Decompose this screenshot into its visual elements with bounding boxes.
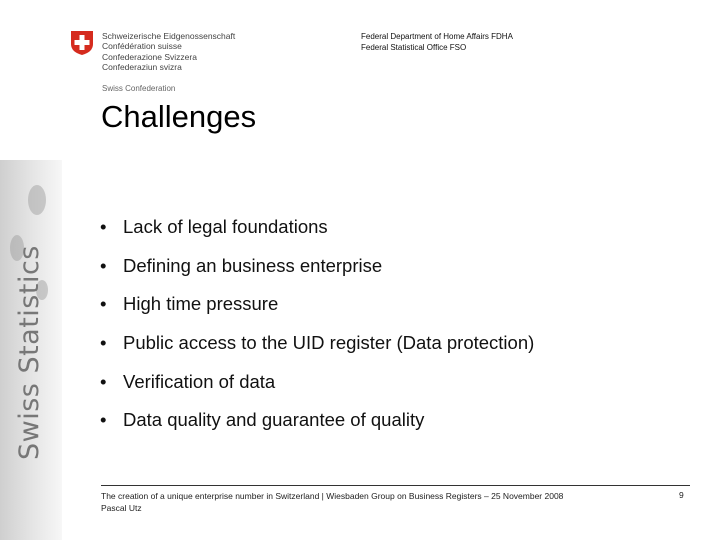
confederation-names [102, 31, 235, 72]
bullet-item [100, 215, 534, 254]
confederation-short: Swiss Confederation [102, 84, 176, 93]
confederation-name-fr: Confédération suisse [102, 41, 182, 52]
bullet-text: High time pressure [123, 293, 279, 315]
bullet-marker: • [100, 370, 107, 392]
bullet-item [100, 331, 534, 370]
bullet-marker: • [100, 332, 107, 354]
swiss-statistics-brand: Swiss Statistics [14, 245, 45, 460]
bullet-item [100, 254, 534, 293]
bullet-text: Defining an business enterprise [123, 254, 383, 276]
office-name: Federal Statistical Office FSO [361, 42, 467, 52]
bullet-item [100, 370, 534, 409]
photo-shape [28, 185, 46, 215]
footer-author: Pascal Utz [101, 503, 142, 513]
bullet-list [100, 215, 534, 447]
department-name: Federal Department of Home Affairs FDHA [361, 32, 513, 41]
bullet-marker: • [100, 216, 107, 237]
confederation-name-it: Confederazione Svizzera [102, 51, 197, 62]
bullet-marker: • [100, 409, 107, 431]
bullet-item [100, 292, 534, 331]
bullet-text: Lack of legal foundations [123, 216, 328, 237]
bullet-marker: • [100, 293, 107, 315]
department-info [361, 32, 513, 53]
footer [101, 490, 563, 514]
confederation-name-de: Schweizerische Eidgenossenschaft [102, 31, 236, 41]
bullet-text: Verification of data [123, 370, 276, 392]
confederation-name-rm: Confederaziun svizra [102, 61, 182, 72]
sidebar-photo-band [0, 160, 62, 540]
page-number: 9 [679, 490, 684, 500]
bullet-text: Data quality and guarantee of quality [123, 409, 425, 431]
footer-divider [101, 485, 690, 486]
bullet-text: Public access to the UID register (Data protection) [123, 332, 535, 354]
swiss-cross-icon [70, 30, 94, 56]
footer-caption: The creation of a unique enterprise number in Switzerland | Wiesbaden Group on Business Registers – 25 November 2008 [101, 491, 564, 501]
bullet-item [100, 408, 534, 447]
bullet-marker: • [100, 254, 107, 276]
slide-title: Challenges [101, 99, 257, 134]
